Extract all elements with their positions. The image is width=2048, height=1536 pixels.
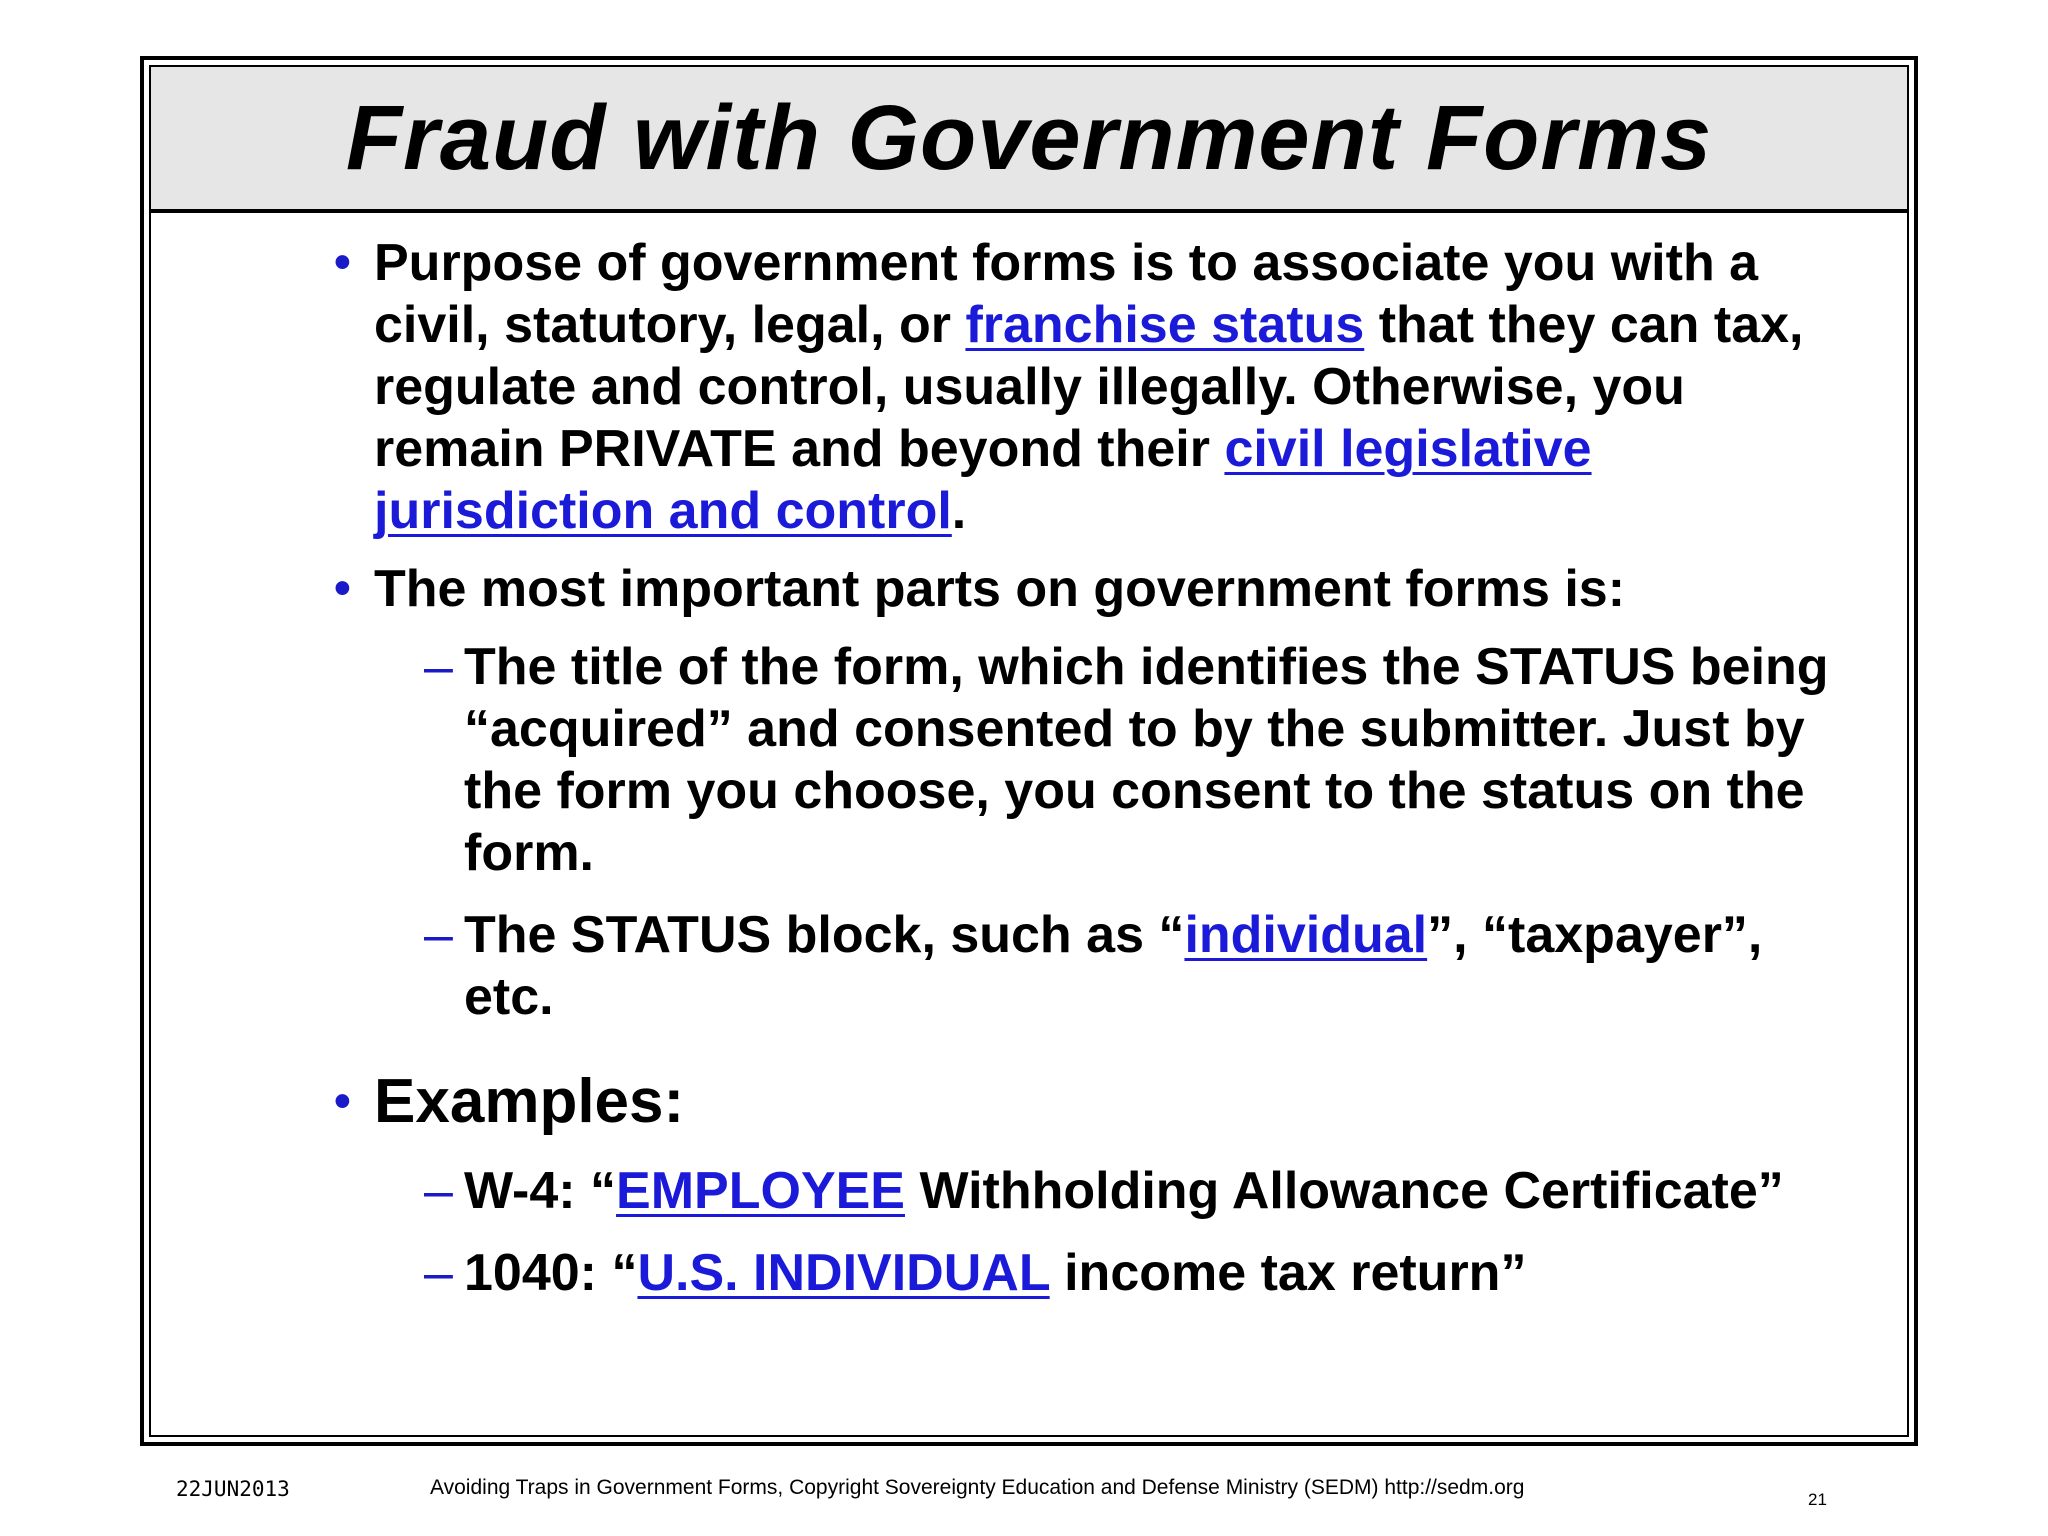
subitem-text: ”, “taxpayer”, etc. [464,906,1763,1026]
bullet-important-parts [228,558,1854,620]
subitem-form-title [228,636,1854,884]
title-band [151,67,1907,213]
subitem-1040 [228,1242,1854,1304]
page-number: 21 [1808,1490,1827,1509]
slide-title: Fraud with Government Forms [345,86,1713,189]
bullet-dot: • [334,562,351,615]
subitem-w4 [228,1160,1854,1222]
footer-date: 22JUN2013 [176,1477,290,1501]
bullet-dot: • [334,1075,351,1128]
bullet-text: that they can tax, regulate and control, usually illegally. Otherwise, you remain PRIVATE and beyond their [374,296,1804,478]
subitem-text: Withholding Allowance Certificate” [905,1162,1784,1220]
individual-link[interactable]: individual [1184,906,1428,964]
slide-content [228,232,1854,1304]
subitem-text: income tax return” [1049,1244,1527,1302]
bullet-text: Examples: [374,1067,685,1136]
dash-marker: – [424,638,453,696]
subitem-status-block [228,904,1854,1028]
employee-link[interactable]: EMPLOYEE [616,1162,905,1220]
bullet-text: Purpose of government forms is to associate you with a civil, statutory, legal, or [374,234,1759,354]
subitem-text: 1040: “ [464,1244,638,1302]
bullet-purpose [228,232,1854,542]
subitem-text: The title of the form, which identifies the STATUS being “acquired” and consented to by the submitter. Just by the form you choose, you consent to the status on the form. [464,638,1829,882]
subitem-text: The STATUS block, such as “ [464,906,1185,964]
slide-frame [140,56,1918,1446]
bullet-dot: • [334,236,351,289]
dash-marker: – [424,1244,453,1302]
footer-copyright: Avoiding Traps in Government Forms, Copyright Sovereignty Education and Defense Ministry (SEDM) http://sedm.org [430,1476,1525,1499]
bullet-text: The most important parts on government forms is: [374,560,1626,618]
civil-jurisdiction-link[interactable]: civil legislative jurisdiction and control [374,420,1592,540]
bullet-examples [228,1066,1854,1138]
dash-marker: – [424,1162,453,1220]
franchise-status-link[interactable]: franchise status [965,296,1365,354]
us-individual-link[interactable]: U.S. INDIVIDUAL [637,1244,1050,1302]
bullet-text: . [951,482,967,540]
subitem-text: W-4: “ [464,1162,617,1220]
dash-marker: – [424,906,453,964]
